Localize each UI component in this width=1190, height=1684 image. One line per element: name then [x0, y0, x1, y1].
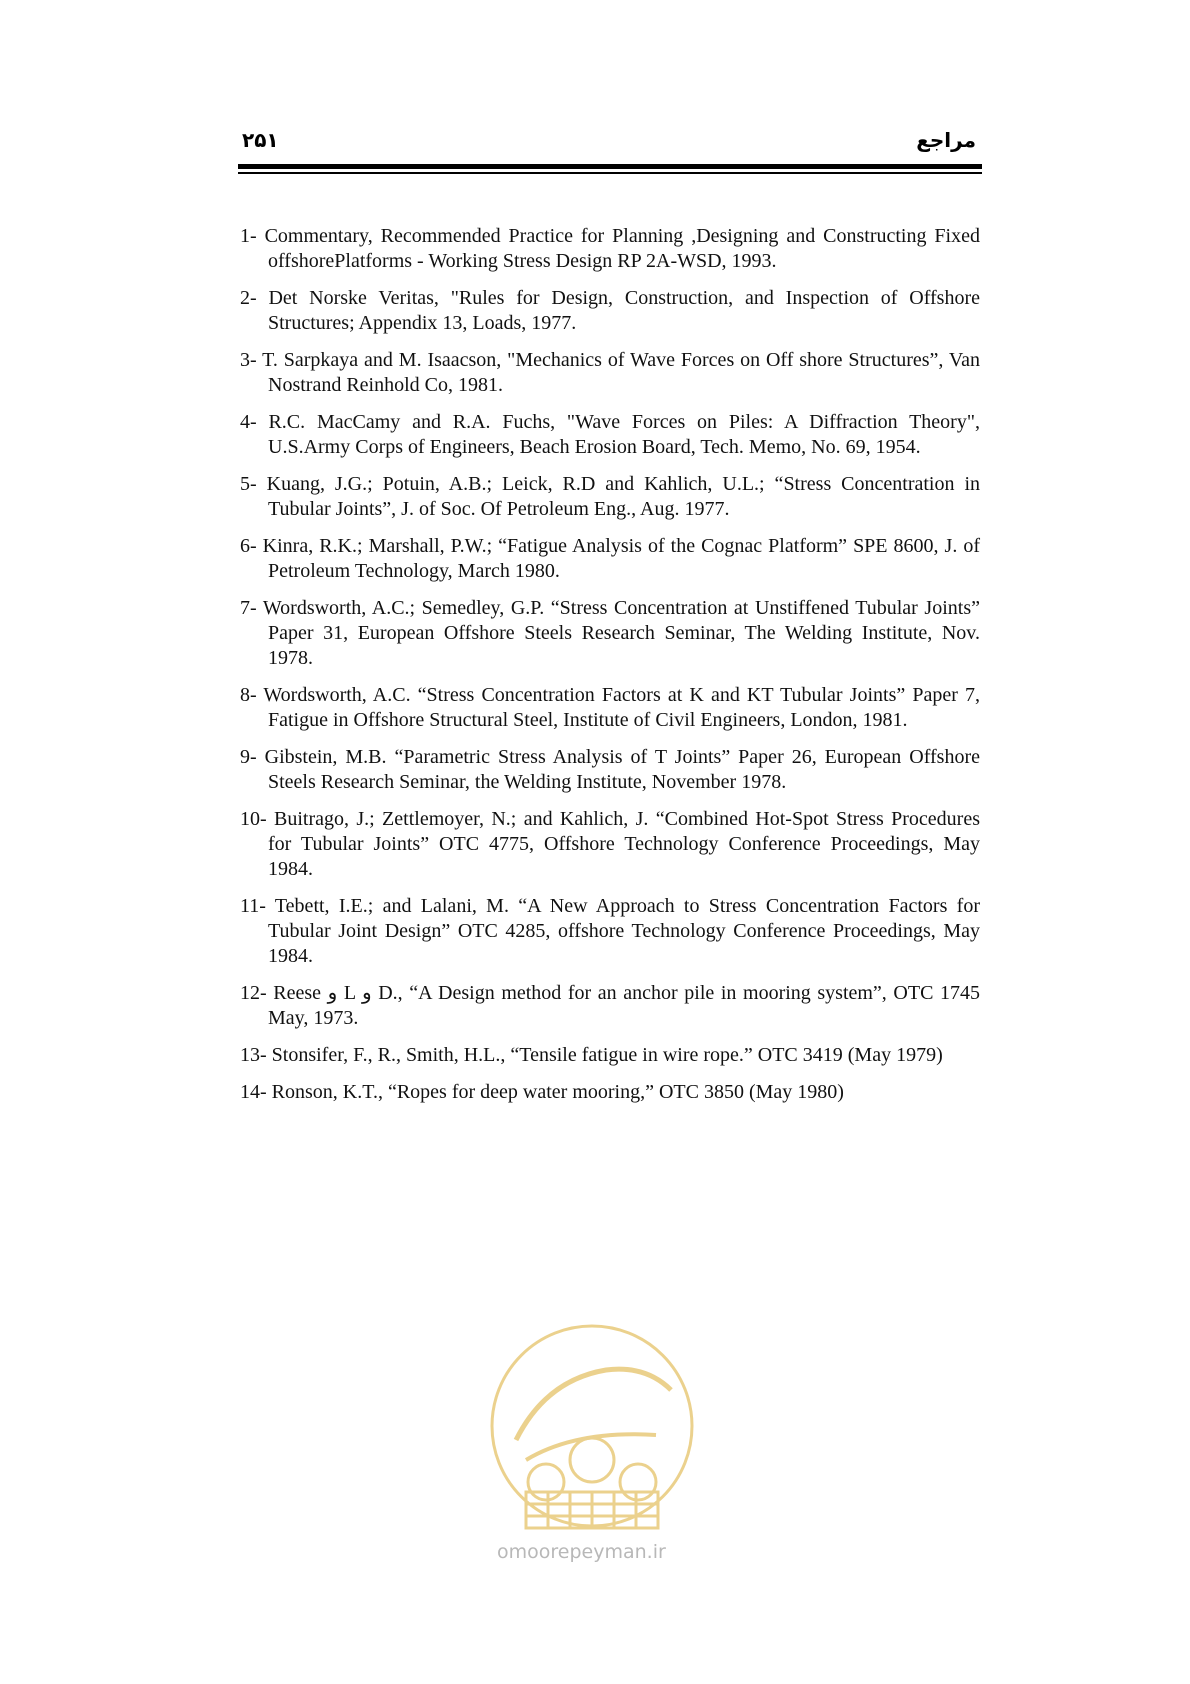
reference-item: 5- Kuang, J.G.; Potuin, A.B.; Leick, R.D and Kahlich, U.L.; “Stress Concentration in Tubular Joints”, J. of Soc. Of Petroleum Eng., Aug. 1977. — [240, 473, 980, 520]
reference-list — [240, 224, 980, 1117]
reference-item: 14- Ronson, K.T., “Ropes for deep water mooring,” OTC 3850 (May 1980) — [240, 1081, 844, 1103]
reference-item: 13- Stonsifer, F., R., Smith, H.L., “Tensile fatigue in wire rope.” OTC 3419 (May 1979) — [240, 1044, 943, 1066]
reference-item: 1- Commentary, Recommended Practice for Planning ,Designing and Constructing Fixed offshorePlatforms - Working Stress Design RP 2A-WSD, 1993. — [240, 225, 980, 272]
reference-item: 6- Kinra, R.K.; Marshall, P.W.; “Fatigue Analysis of the Cognac Platform” SPE 8600, J. of Petroleum Technology, March 1980. — [240, 535, 980, 582]
reference-item: 3- T. Sarpkaya and M. Isaacson, "Mechanics of Wave Forces on Off shore Structures”, Van Nostrand Reinhold Co, 1981. — [240, 349, 980, 396]
reference-item: 8- Wordsworth, A.C. “Stress Concentration Factors at K and KT Tubular Joints” Paper 7, Fatigue in Offshore Structural Steel, Institute of Civil Engineers, London, 1981. — [240, 684, 980, 731]
chapter-title: مراجع — [916, 128, 976, 152]
reference-item: 9- Gibstein, M.B. “Parametric Stress Analysis of T Joints” Paper 26, European Offshore Steels Research Seminar, the Welding Institute, November 1978. — [240, 746, 980, 793]
reference-item: 11- Tebett, I.E.; and Lalani, M. “A New Approach to Stress Concentration Factors for Tubular Joint Design” OTC 4285, offshore Technology Conference Proceedings, May 1984. — [240, 895, 980, 967]
reference-item: 7- Wordsworth, A.C.; Semedley, G.P. “Stress Concentration at Unstiffened Tubular Joints” Paper 31, European Offshore Steels Research Seminar, The Welding Institute, Nov. 1978. — [240, 597, 980, 669]
watermark-logo-icon — [486, 1320, 698, 1570]
reference-item: 4- R.C. MacCamy and R.A. Fuchs, "Wave Forces on Piles: A Diffraction Theory", U.S.Army Corps of Engineers, Beach Erosion Board, Tech. Memo, No. 69, 1954. — [240, 411, 980, 458]
watermark-url: omoorepeyman.ir — [497, 1541, 666, 1563]
reference-item: 10- Buitrago, J.; Zettlemoyer, N.; and Kahlich, J. “Combined Hot-Spot Stress Procedures for Tubular Joints” OTC 4775, Offshore Technology Conference Proceedings, May 1984. — [240, 808, 980, 880]
header-rule-thick — [238, 164, 982, 169]
page-header — [238, 124, 980, 158]
reference-item: 2- Det Norske Veritas, "Rules for Design, Construction, and Inspection of Offshore Structures; Appendix 13, Loads, 1977. — [240, 287, 980, 334]
header-rule-thin — [238, 172, 982, 174]
page-number: ۲۵۱ — [242, 128, 279, 152]
reference-item: 12- Reese و L و D., “A Design method for an anchor pile in mooring system”, OTC 1745 May, 1973. — [240, 982, 980, 1029]
